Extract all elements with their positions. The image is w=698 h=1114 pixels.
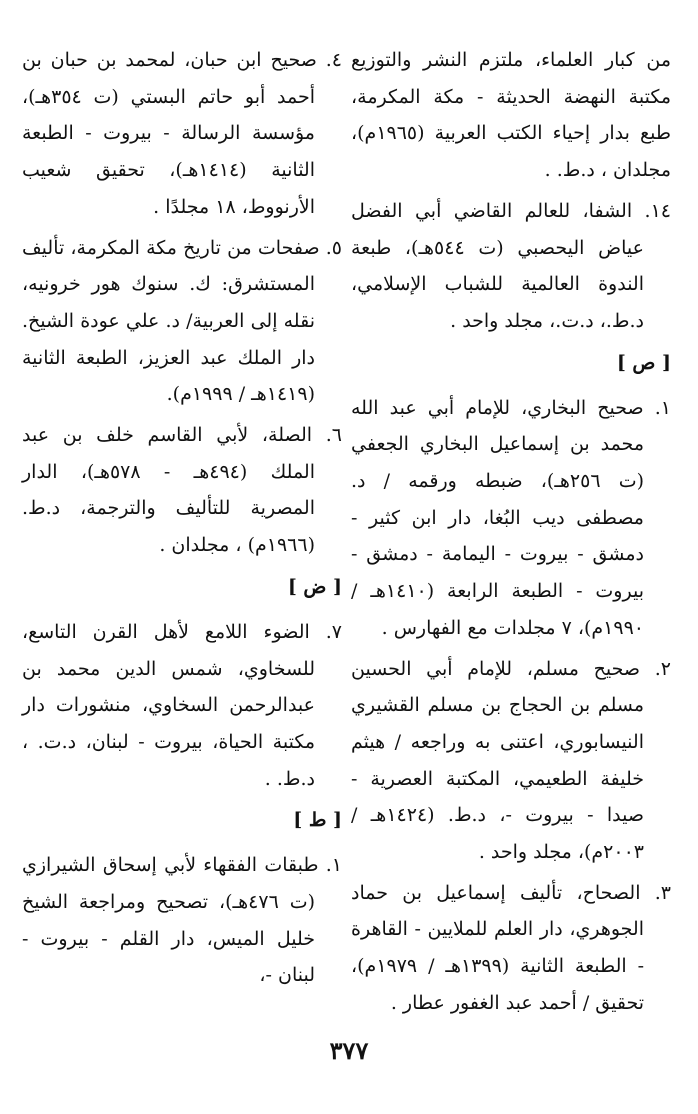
bibliography-entry: ٣. الصحاح، تأليف إسماعيل بن حماد الجوهري، دار العلم للملايين - القاهرة - الطبعة الثانية (١٣٩٩هـ / ١٩٧٩م)، تحقيق / أحمد عبد الغفور عطار . bbox=[351, 881, 671, 1014]
bibliography-entry: ٥. صفحات من تاريخ مكة المكرمة، تأليف المستشرق: ك. سنوك هور خرونيه، نقله إلى العربية/ د. علي عودة الشيخ. دار الملك عبد العزيز، الطبعة الثانية (١٤١٩هـ / ١٩٩٩م). bbox=[22, 236, 342, 406]
bibliography-entry: ١. طبقات الفقهاء لأبي إسحاق الشيرازي (ت ٤٧٦هـ)، تصحيح ومراجعة الشيخ خليل الميس، دار القلم - بيروت - لبنان -، bbox=[22, 854, 342, 987]
section-heading-sad: [ ص ] bbox=[616, 351, 671, 374]
bibliography-entry: ٢. صحيح مسلم، للإمام أبي الحسين مسلم بن الحجاج بن مسلم القشيري النيسابوري، اعتنى به وراجعه / هيثم خليفة الطعيمي، المكتبة العصرية - صيدا - بيروت -، د.ط. (١٤٢٤هـ / ٢٠٠٣م)، مجلد واحد . bbox=[351, 657, 671, 864]
left-column bbox=[22, 42, 342, 994]
bibliography-entry: ١. صحيح البخاري، للإمام أبي عبد الله محمد بن إسماعيل البخاري الجعفي (ت ٢٥٦هـ)، ضبطه ورقمه / د. مصطفى ديب البُغا، دار ابن كثير - دمشق - بيروت - اليمامة - دمشق - بيروت - الطبعة الرابعة (١٤١٠هـ / ١٩٩٠م)، ٧ مجلدات مع الفهارس . bbox=[351, 396, 671, 639]
right-column bbox=[351, 42, 671, 1022]
continuation-paragraph: من كبار العلماء، ملتزم النشر والتوزيع مكتبة النهضة الحديثة - مكة المكرمة، طبع بدار إحياء الكتب العربية (١٩٦٥م)، مجلدان ، د.ط. . bbox=[351, 49, 671, 182]
bibliography-entry: ٧. الضوء اللامع لأهل القرن التاسع، للسخاوي، شمس الدين محمد بن عبدالرحمن السخاوي، منشورات دار مكتبة الحياة، بيروت - لبنان، د.ت. ، د.ط. . bbox=[22, 620, 342, 790]
section-heading-ta: [ ط ] bbox=[293, 809, 342, 832]
bibliography-entry: ٦. الصلة، لأبي القاسم خلف بن عبد الملك (٤٩٤هـ - ٥٧٨هـ)، الدار المصرية للتأليف والترجمة، د.ط. (١٩٦٦م) ، مجلدان . bbox=[22, 424, 342, 557]
section-heading-dad: [ ض ] bbox=[287, 575, 342, 598]
entry-14: ١٤. الشفا، للعالم القاضي أبي الفضل عياض اليحصبي (ت ٥٤٤هـ)، طبعة الندوة العالمية للشباب الإسلامي، د.ط.، د.ت.، مجلد واحد . bbox=[351, 199, 671, 332]
bibliography-entry: ٤. صحيح ابن حبان، لمحمد بن حبان بن أحمد أبو حاتم البستي (ت ٣٥٤هـ)، مؤسسة الرسالة - بيروت - الطبعة الثانية (١٤١٤هـ)، تحقيق شعيب الأرنووط، ١٨ مجلدًا . bbox=[22, 49, 342, 218]
page-number: ٣٧٧ bbox=[329, 1036, 369, 1065]
